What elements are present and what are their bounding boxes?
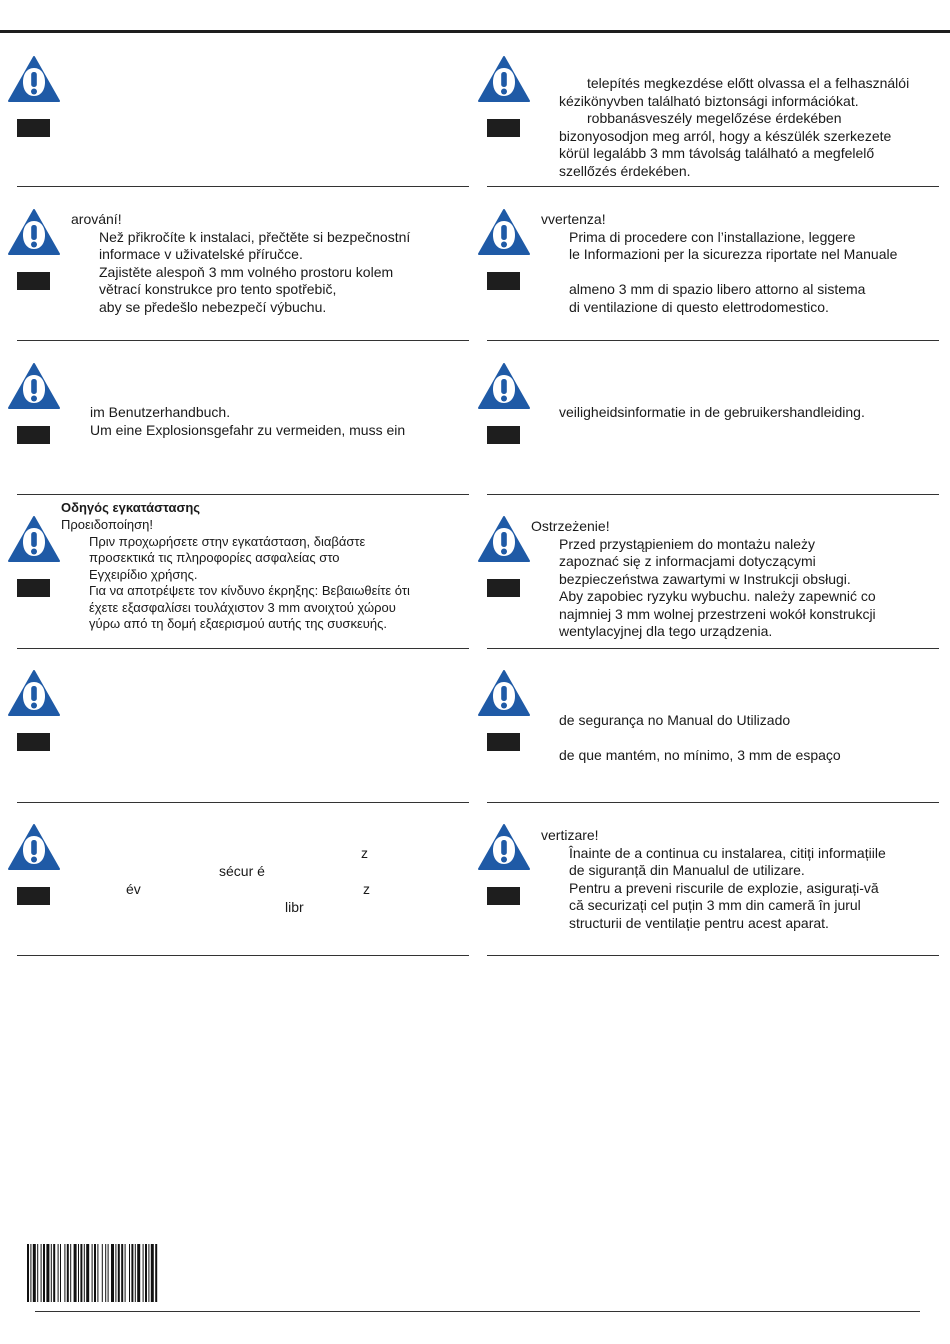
warning-triangle-icon — [478, 362, 530, 410]
it-text-line: vvertenza! — [541, 211, 606, 227]
barcode-bar — [125, 1244, 126, 1302]
ro-text-line: vertizare! — [541, 827, 599, 843]
barcode-bar — [64, 1244, 65, 1302]
fr-fragment: z — [361, 845, 368, 861]
de-text-line: im Benutzerhandbuch. — [90, 404, 231, 420]
de-warning-text — [62, 404, 405, 439]
language-flag-icon — [487, 887, 520, 905]
barcode-bar — [46, 1244, 49, 1302]
barcode-bar — [78, 1244, 79, 1302]
pl-text-line: wentylacyjnej dla tego urządzenia. — [559, 623, 773, 639]
language-flag-icon — [17, 426, 50, 444]
pl-warning-text — [531, 518, 876, 641]
warning-triangle-icon — [8, 208, 60, 256]
fr-fragment: sécur é — [219, 863, 265, 879]
top-rule — [0, 30, 950, 33]
barcode-bar — [121, 1244, 123, 1302]
barcode-bar — [92, 1244, 93, 1302]
hu-text-line: telepítés megkezdése előtt olvassa el a felhasználói — [587, 75, 910, 91]
barcode-bar — [143, 1244, 144, 1302]
barcode-bar — [80, 1244, 82, 1302]
cs-text-line: Než přikročíte k instalaci, přečtěte si bezpečnostní — [99, 228, 411, 245]
barcode-bar — [94, 1244, 96, 1302]
warning-triangle-icon — [8, 55, 60, 103]
barcode-bar — [97, 1244, 98, 1302]
fr-fragment: libr — [285, 899, 304, 915]
section-divider — [487, 648, 939, 649]
barcode-bar — [60, 1244, 61, 1302]
barcode-bar — [84, 1244, 85, 1302]
de-text-line: Um eine Explosionsgefahr zu vermeiden, muss ein — [90, 421, 406, 438]
it-text-line: Prima di procedere con l’installazione, leggere — [569, 228, 856, 245]
hu-text-line: szellőzés érdekében. — [559, 162, 691, 179]
section-divider — [17, 494, 469, 495]
pl-text-line: Przed przystąpieniem do montażu należy — [559, 535, 816, 552]
barcode-bar — [74, 1244, 77, 1302]
barcode-bar — [58, 1244, 59, 1302]
barcode-bar — [118, 1244, 120, 1302]
section-divider — [17, 648, 469, 649]
fr-fragment: év — [126, 881, 141, 897]
warning-triangle-icon — [8, 515, 60, 563]
barcode-bar — [33, 1244, 36, 1302]
section-divider — [487, 494, 939, 495]
barcode-bar — [131, 1244, 133, 1302]
ro-text-line: că securizați cel puțin 3 mm din cameră în jurul — [569, 897, 861, 913]
section-divider — [17, 186, 469, 187]
fr-fragment: z — [363, 881, 370, 897]
bottom-rule — [35, 1311, 920, 1312]
section-divider — [17, 955, 469, 956]
barcode-bar — [145, 1244, 147, 1302]
el-text-line: Πριν προχωρήσετε στην εγκατάσταση, διαβάστε — [89, 533, 366, 549]
section-divider — [17, 340, 469, 341]
barcode-bar — [129, 1244, 130, 1302]
language-flag-icon — [487, 119, 520, 137]
it-text-line: di ventilazione di questo elettrodomestico. — [569, 298, 829, 315]
language-flag-icon — [17, 733, 50, 751]
section-divider — [487, 955, 939, 956]
cs-text-line: Zajistěte alespoň 3 mm volného prostoru kolem — [99, 263, 394, 280]
warning-triangle-icon — [8, 669, 60, 717]
pl-text-line: bezpieczeństwa zawartymi w Instrukcji obsługi. — [559, 570, 851, 587]
warning-triangle-icon — [478, 208, 530, 256]
el-text-line: γύρω από τη δομή εξαερισμού αυτής της συσκευής. — [89, 616, 387, 631]
pt-text-line: de que mantém, no mínimo, 3 mm de espaço — [559, 747, 841, 763]
nl-text-line: veiligheidsinformatie in de gebruikershandleiding. — [559, 404, 865, 420]
ro-text-line: de siguranță din Manualul de utilizare. — [569, 862, 805, 878]
barcode-bar — [53, 1244, 55, 1302]
pt-warning-text — [531, 712, 841, 765]
cs-text-line: aby se předešlo nebezpečí výbuchu. — [99, 298, 327, 315]
barcode-bar — [115, 1244, 116, 1302]
el-heading: Οδηγός εγκατάστασης — [61, 500, 201, 515]
barcode-bar — [111, 1244, 114, 1302]
barcode-bar — [27, 1244, 29, 1302]
barcode-bar — [135, 1244, 136, 1302]
pl-text-line: najmniej 3 mm wolnej przestrzeni wokół konstrukcji — [559, 605, 876, 622]
pl-text-line: Ostrzeżenie! — [531, 518, 610, 534]
el-text-line: έχετε εξασφαλίσει τουλάχιστον 3 mm ανοιχτού χώρου — [89, 599, 396, 615]
el-text-line: προσεκτικά τις πληροφορίες ασφαλείας στο — [89, 550, 340, 565]
language-flag-icon — [487, 733, 520, 751]
section-divider — [487, 802, 939, 803]
cs-text-line: větrací konstrukce pro tento spotřebič, — [99, 281, 337, 297]
language-flag-icon — [487, 426, 520, 444]
barcode-bar — [37, 1244, 38, 1302]
barcode-bar — [86, 1244, 89, 1302]
pt-text-line — [531, 730, 841, 748]
language-flag-icon — [487, 579, 520, 597]
barcode-bar — [102, 1244, 103, 1302]
language-flag-icon — [17, 579, 50, 597]
el-warning-text — [61, 517, 410, 633]
barcode-bar — [105, 1244, 106, 1302]
hu-text-line: bizonyosodjon meg arról, hogy a készülék szerkezete — [559, 127, 892, 144]
barcode-bar — [51, 1244, 52, 1302]
warning-triangle-icon — [478, 823, 530, 871]
barcode-bar — [41, 1244, 42, 1302]
ro-warning-text — [541, 827, 886, 932]
barcode-bar — [137, 1244, 140, 1302]
barcode — [27, 1244, 197, 1302]
hu-warning-text — [559, 75, 909, 180]
barcode-bar — [151, 1244, 154, 1302]
warning-triangle-icon — [8, 362, 60, 410]
warning-triangle-icon — [478, 669, 530, 717]
language-flag-icon — [487, 272, 520, 290]
language-flag-icon — [17, 887, 50, 905]
it-text-line — [541, 264, 897, 282]
hu-text-line: robbanásveszély megelőzése érdekében — [587, 110, 842, 126]
cs-warning-text — [71, 211, 410, 316]
hu-text-line: kézikönyvben található biztonsági információkat. — [559, 92, 859, 109]
section-divider — [17, 802, 469, 803]
nl-warning-text — [531, 404, 865, 422]
barcode-bar — [70, 1244, 71, 1302]
section-divider — [487, 340, 939, 341]
it-warning-text — [541, 211, 897, 316]
warning-triangle-icon — [478, 515, 530, 563]
barcode-bar — [67, 1244, 69, 1302]
warning-triangle-icon — [478, 55, 530, 103]
section-divider — [487, 186, 939, 187]
barcode-bar — [148, 1244, 149, 1302]
el-text-line: Εγχειρίδιο χρήσης. — [89, 566, 198, 582]
it-text-line: le Informazioni per la sicurezza riportate nel Manuale — [569, 246, 898, 262]
warning-triangle-icon — [8, 823, 60, 871]
el-text-line: Για να αποτρέψετε τον κίνδυνο έκρηξης: Βεβαιωθείτε ότι — [89, 583, 410, 598]
barcode-bar — [30, 1244, 31, 1302]
ro-text-line: structurii de ventilație pentru acest aparat. — [569, 914, 829, 931]
pl-text-line: Aby zapobiec ryzyku wybuchu. należy zapewnić co — [559, 588, 876, 604]
pl-text-line: zapoznać się z informacjami dotyczącymi — [559, 553, 816, 569]
pt-text-line: de segurança no Manual do Utilizado — [559, 712, 791, 728]
el-text-line: Προειδοποίηση! — [61, 517, 153, 532]
barcode-bar — [108, 1244, 109, 1302]
ro-text-line: Înainte de a continua cu instalarea, citiți informațiile — [569, 844, 886, 861]
barcode-bar — [155, 1244, 157, 1302]
barcode-bar — [43, 1244, 45, 1302]
it-text-line: almeno 3 mm di spazio libero attorno al sistema — [569, 281, 866, 297]
cs-text-line: informace v uživatelské příručce. — [99, 246, 303, 262]
language-flag-icon — [17, 119, 50, 137]
hu-text-line: körül legalább 3 mm távolság található a megfelelő — [559, 145, 875, 161]
cs-text-line: arování! — [71, 211, 122, 227]
language-flag-icon — [17, 272, 50, 290]
ro-text-line: Pentru a preveni riscurile de explozie, asigurați-vă — [569, 879, 879, 896]
